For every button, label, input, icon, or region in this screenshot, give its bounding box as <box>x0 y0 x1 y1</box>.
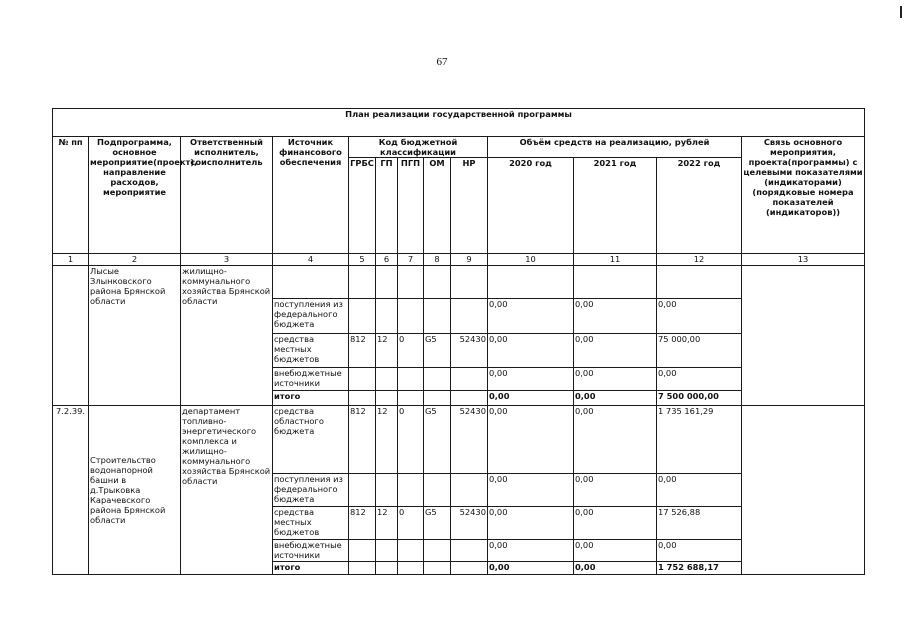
om-cell: G5 <box>424 507 451 540</box>
gp-cell <box>376 368 398 391</box>
link-cell <box>742 266 865 406</box>
link-cell <box>742 406 865 575</box>
value-2021: 0,00 <box>574 391 657 406</box>
column-number: 2 <box>89 254 181 266</box>
executor-cell: департамент топливно-энергетического комплекса и жилищно-коммунального хозяйства Брянской области <box>181 406 273 575</box>
nr-cell <box>451 391 488 406</box>
value-2021: 0,00 <box>574 299 657 334</box>
pgp-cell <box>398 266 424 299</box>
value-2022: 7 500 000,00 <box>657 391 742 406</box>
value-2021: 0,00 <box>574 334 657 368</box>
column-number: 1 <box>53 254 89 266</box>
om-cell <box>424 368 451 391</box>
source-cell: внебюджетные источники <box>273 540 349 562</box>
value-2021: 0,00 <box>574 474 657 507</box>
nr-cell <box>451 299 488 334</box>
om-cell <box>424 391 451 406</box>
om-cell <box>424 299 451 334</box>
table-title: План реализации государственной программы <box>53 109 865 137</box>
column-number: 9 <box>451 254 488 266</box>
pgp-cell <box>398 368 424 391</box>
grbs-cell <box>349 391 376 406</box>
nr-cell <box>451 562 488 575</box>
column-number: 8 <box>424 254 451 266</box>
value-2020: 0,00 <box>488 507 574 540</box>
grbs-cell <box>349 266 376 299</box>
header-subprogram: Подпрограмма, основное мероприятие(проект), направление расходов, мероприятие <box>89 137 181 254</box>
source-cell <box>273 266 349 299</box>
nr-cell <box>451 540 488 562</box>
column-number: 13 <box>742 254 865 266</box>
value-2022 <box>657 266 742 299</box>
source-cell: средства местных бюджетов <box>273 334 349 368</box>
column-number: 11 <box>574 254 657 266</box>
value-2022: 0,00 <box>657 368 742 391</box>
value-2022: 1 752 688,17 <box>657 562 742 575</box>
header-source: Источник финансового обеспечения <box>273 137 349 254</box>
nr-cell <box>451 368 488 391</box>
grbs-cell <box>349 474 376 507</box>
pgp-cell <box>398 474 424 507</box>
pgp-cell <box>398 391 424 406</box>
om-cell <box>424 474 451 507</box>
source-cell: итого <box>273 391 349 406</box>
gp-cell: 12 <box>376 334 398 368</box>
header-2020: 2020 год <box>488 158 574 254</box>
om-cell: G5 <box>424 334 451 368</box>
column-number: 5 <box>349 254 376 266</box>
value-2020: 0,00 <box>488 299 574 334</box>
header-nr: НР <box>451 158 488 254</box>
grbs-cell <box>349 368 376 391</box>
subprogram-cell: Лысые Злынковского района Брянской области <box>89 266 181 406</box>
grbs-cell: 812 <box>349 507 376 540</box>
header-pgp: ПГП <box>398 158 424 254</box>
grbs-cell <box>349 562 376 575</box>
column-number: 6 <box>376 254 398 266</box>
row-num <box>53 266 89 406</box>
nr-cell: 52430 <box>451 334 488 368</box>
gp-cell <box>376 299 398 334</box>
value-2022: 0,00 <box>657 299 742 334</box>
header-om: ОМ <box>424 158 451 254</box>
value-2020: 0,00 <box>488 562 574 575</box>
grbs-cell: 812 <box>349 406 376 474</box>
table-row <box>53 406 865 474</box>
source-cell: итого <box>273 562 349 575</box>
value-2020: 0,00 <box>488 540 574 562</box>
nr-cell <box>451 266 488 299</box>
header-2022: 2022 год <box>657 158 742 254</box>
pgp-cell: 0 <box>398 406 424 474</box>
column-number: 3 <box>181 254 273 266</box>
value-2021: 0,00 <box>574 406 657 474</box>
page-number: 67 <box>436 56 448 68</box>
plan-table <box>52 108 865 575</box>
gp-cell <box>376 562 398 575</box>
value-2021: 0,00 <box>574 507 657 540</box>
source-cell: средства областного бюджета <box>273 406 349 474</box>
header-num: № пп <box>53 137 89 254</box>
pgp-cell <box>398 540 424 562</box>
value-2020: 0,00 <box>488 334 574 368</box>
column-number: 12 <box>657 254 742 266</box>
value-2020: 0,00 <box>488 474 574 507</box>
header-volume-group: Объём средств на реализацию, рублей <box>488 137 742 158</box>
subprogram-cell: Строительство водонапорной башни в д.Трыковка Карачевского района Брянской области <box>89 406 181 575</box>
source-cell: поступления из федерального бюджета <box>273 474 349 507</box>
gp-cell <box>376 540 398 562</box>
source-cell: поступления из федерального бюджета <box>273 299 349 334</box>
column-number: 4 <box>273 254 349 266</box>
column-number: 7 <box>398 254 424 266</box>
value-2022: 75 000,00 <box>657 334 742 368</box>
pgp-cell <box>398 562 424 575</box>
grbs-cell: 812 <box>349 334 376 368</box>
value-2022: 0,00 <box>657 474 742 507</box>
value-2022: 0,00 <box>657 540 742 562</box>
header-gp: ГП <box>376 158 398 254</box>
header-executor: Ответственный исполнитель, соисполнитель <box>181 137 273 254</box>
header-grbs: ГРБС <box>349 158 376 254</box>
column-number: 10 <box>488 254 574 266</box>
value-2021: 0,00 <box>574 368 657 391</box>
pgp-cell: 0 <box>398 334 424 368</box>
header-budget-code-group: Код бюджетной классификации <box>349 137 488 158</box>
gp-cell <box>376 474 398 507</box>
value-2021: 0,00 <box>574 562 657 575</box>
value-2021 <box>574 266 657 299</box>
om-cell <box>424 540 451 562</box>
header-2021: 2021 год <box>574 158 657 254</box>
value-2020: 0,00 <box>488 406 574 474</box>
om-cell: G5 <box>424 406 451 474</box>
pgp-cell <box>398 299 424 334</box>
row-num: 7.2.39. <box>53 406 89 575</box>
header-link: Связь основного мероприятия, проекта(программы) с целевыми показателями (индикаторами) (порядковые номера показателей (индикаторов)) <box>742 137 865 254</box>
nr-cell: 52430 <box>451 406 488 474</box>
grbs-cell <box>349 299 376 334</box>
gp-cell <box>376 266 398 299</box>
om-cell <box>424 562 451 575</box>
nr-cell <box>451 474 488 507</box>
value-2020 <box>488 266 574 299</box>
om-cell <box>424 266 451 299</box>
pgp-cell: 0 <box>398 507 424 540</box>
source-cell: внебюджетные источники <box>273 368 349 391</box>
source-cell: средства местных бюджетов <box>273 507 349 540</box>
value-2022: 17 526,88 <box>657 507 742 540</box>
gp-cell: 12 <box>376 507 398 540</box>
nr-cell: 52430 <box>451 507 488 540</box>
value-2020: 0,00 <box>488 368 574 391</box>
value-2020: 0,00 <box>488 391 574 406</box>
value-2021: 0,00 <box>574 540 657 562</box>
gp-cell <box>376 391 398 406</box>
grbs-cell <box>349 540 376 562</box>
executor-cell: жилищно-коммунального хозяйства Брянской области <box>181 266 273 406</box>
gp-cell: 12 <box>376 406 398 474</box>
margin-mark <box>900 6 902 18</box>
value-2022: 1 735 161,29 <box>657 406 742 474</box>
table-row <box>53 266 865 299</box>
